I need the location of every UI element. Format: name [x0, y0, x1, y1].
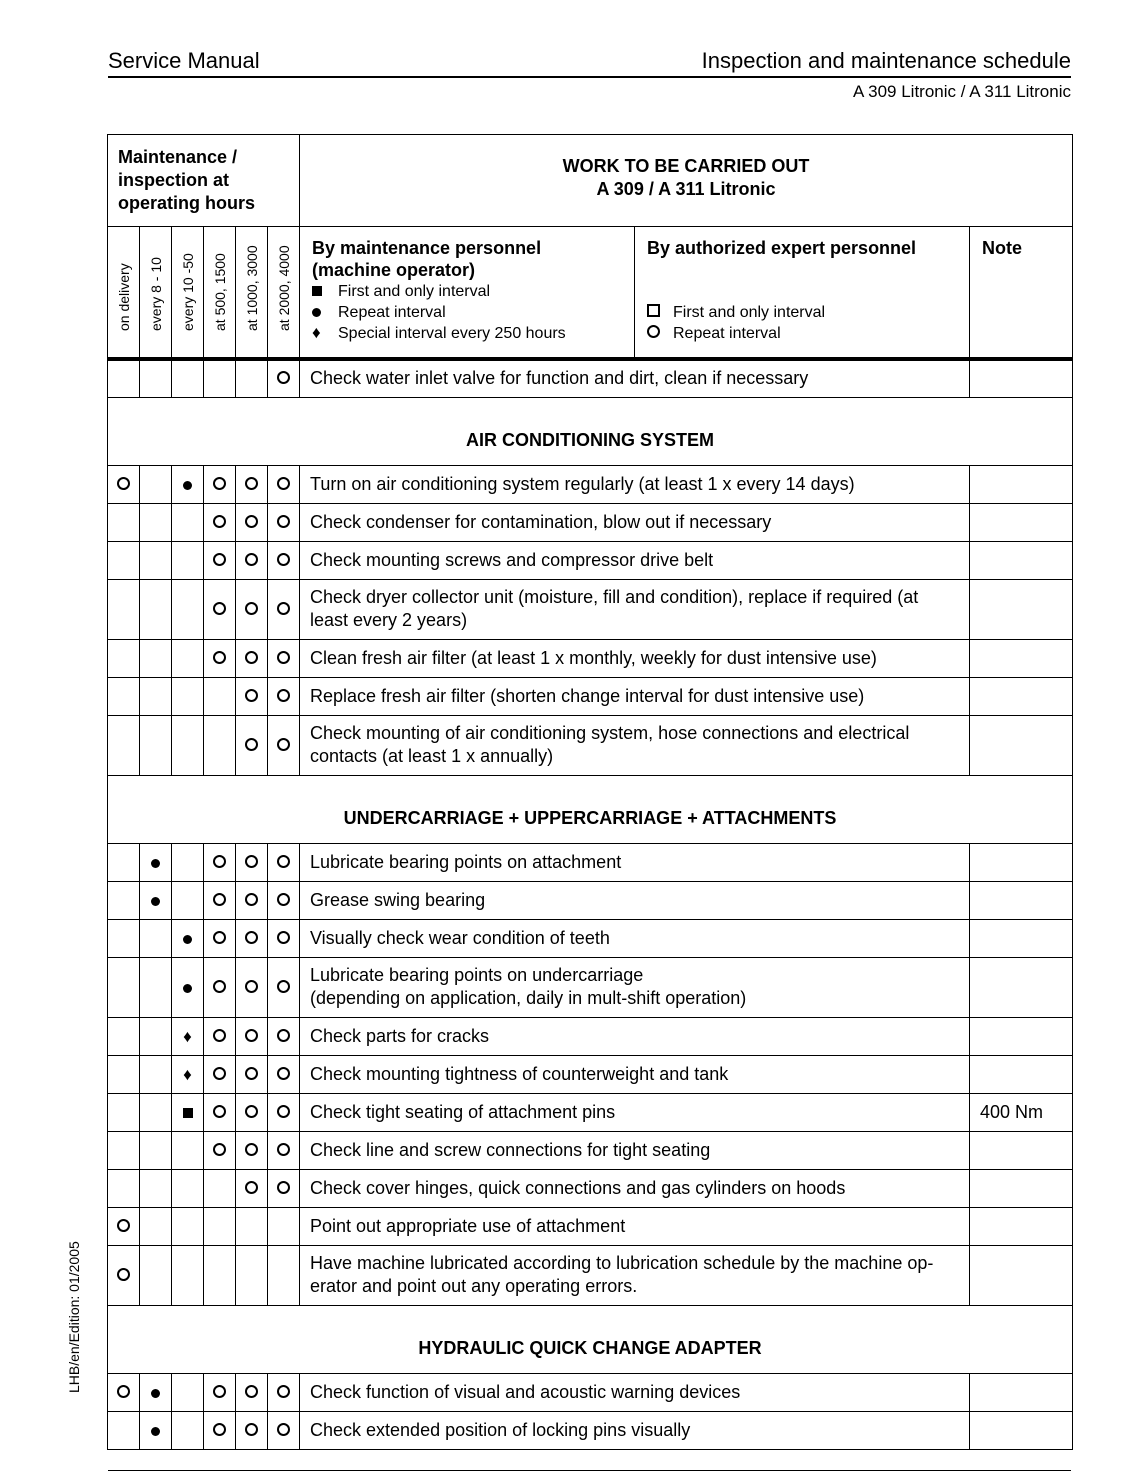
table-row [108, 1055, 1073, 1093]
open-circle-icon [213, 651, 226, 664]
note-cell [970, 359, 1073, 397]
open-circle-icon [213, 980, 226, 993]
open-circle-icon [213, 1423, 226, 1436]
interval-cell [172, 1373, 204, 1411]
open-circle-icon [213, 477, 226, 490]
work-models: A 309 / A 311 Litronic [596, 179, 776, 199]
interval-cell [236, 1093, 268, 1131]
interval-cell [236, 359, 268, 397]
interval-cell [140, 1411, 172, 1449]
open-circle-icon [213, 931, 226, 944]
table-row [108, 715, 1073, 775]
interval-cell [108, 1017, 140, 1055]
open-circle-icon [245, 602, 258, 615]
interval-cell [172, 1411, 204, 1449]
maintenance-header: Maintenance / inspection at operating hours [108, 135, 300, 227]
interval-cell [268, 1207, 300, 1245]
interval-cell [236, 957, 268, 1017]
table-row [108, 1169, 1073, 1207]
open-circle-icon [117, 1385, 130, 1398]
table-row [108, 1373, 1073, 1411]
interval-cell [236, 715, 268, 775]
task-text: Check function of visual and acoustic warning devices [300, 1373, 970, 1411]
open-circle-icon [277, 980, 290, 993]
table-row [108, 1245, 1073, 1305]
task-text: Replace fresh air filter (shorten change interval for dust intensive use) [300, 677, 970, 715]
task-text: Check line and screw connections for tight seating [300, 1131, 970, 1169]
open-circle-icon [277, 931, 290, 944]
open-circle-icon [245, 689, 258, 702]
interval-cell [236, 881, 268, 919]
open-circle-icon [213, 1385, 226, 1398]
note-cell [970, 1245, 1073, 1305]
interval-cell [140, 1207, 172, 1245]
task-text: Check tight seating of attachment pins [300, 1093, 970, 1131]
interval-cell [108, 1373, 140, 1411]
open-circle-icon [277, 1067, 290, 1080]
task-text: Visually check wear condition of teeth [300, 919, 970, 957]
diamond-icon: ♦ [312, 323, 321, 342]
interval-cell [172, 843, 204, 881]
task-text: Lubricate bearing points on attachment [300, 843, 970, 881]
interval-cell [108, 359, 140, 397]
open-circle-icon [245, 738, 258, 751]
filled-dot-icon [183, 935, 192, 944]
legend-repeat: Repeat interval [312, 302, 622, 323]
interval-column-header: at 1000, 3000 [236, 227, 268, 360]
interval-column-header: every 8 - 10 [140, 227, 172, 360]
interval-cell [268, 1131, 300, 1169]
interval-cell [140, 541, 172, 579]
interval-cell [172, 359, 204, 397]
open-circle-icon [213, 1143, 226, 1156]
open-circle-icon [245, 1067, 258, 1080]
table-row [108, 1207, 1073, 1245]
open-circle-icon [277, 477, 290, 490]
interval-cell [108, 715, 140, 775]
table-row [108, 1017, 1073, 1055]
note-cell [970, 639, 1073, 677]
interval-cell [204, 1169, 236, 1207]
interval-cell [108, 639, 140, 677]
open-circle-icon [277, 1385, 290, 1398]
legend-expert-first: First and only interval [647, 302, 957, 323]
interval-cell [204, 843, 236, 881]
open-circle-icon [245, 553, 258, 566]
interval-cell [108, 1131, 140, 1169]
task-text: Check water inlet valve for function and dirt, clean if necessary [300, 359, 970, 397]
interval-cell [268, 1055, 300, 1093]
maint-personnel-subtitle: (machine operator) [312, 260, 476, 280]
open-circle-icon [277, 371, 290, 384]
interval-cell [140, 1017, 172, 1055]
interval-column-header: every 10 -50 [172, 227, 204, 360]
note-cell [970, 1207, 1073, 1245]
interval-cell [172, 541, 204, 579]
interval-cell [268, 359, 300, 397]
interval-cell [236, 1131, 268, 1169]
interval-cell [236, 541, 268, 579]
interval-cell [140, 677, 172, 715]
note-cell [970, 715, 1073, 775]
interval-column-header: at 500, 1500 [204, 227, 236, 360]
manual-title: Service Manual [108, 48, 260, 73]
open-circle-icon [117, 1268, 130, 1281]
note-cell [970, 881, 1073, 919]
interval-cell [268, 579, 300, 639]
interval-cell [172, 881, 204, 919]
task-text: Check condenser for contamination, blow out if necessary [300, 503, 970, 541]
interval-cell [268, 503, 300, 541]
filled-square-icon [183, 1108, 193, 1118]
note-cell [970, 579, 1073, 639]
section-title: AIR CONDITIONING SYSTEM [108, 397, 1073, 465]
open-square-icon [647, 304, 660, 317]
open-circle-icon [213, 1067, 226, 1080]
note-cell [970, 919, 1073, 957]
filled-dot-icon [151, 1427, 160, 1436]
interval-cell [268, 639, 300, 677]
legend-first: First and only interval [312, 281, 622, 302]
open-circle-icon [277, 553, 290, 566]
filled-dot-icon [312, 308, 321, 317]
maint-personnel-header [300, 227, 635, 360]
open-circle-icon [213, 602, 226, 615]
interval-cell [236, 465, 268, 503]
open-circle-icon [213, 1105, 226, 1118]
model-subtitle: A 309 Litronic / A 311 Litronic [853, 82, 1071, 101]
task-text: Grease swing bearing [300, 881, 970, 919]
interval-cell [140, 359, 172, 397]
table-row [108, 1131, 1073, 1169]
interval-cell [204, 919, 236, 957]
interval-cell [236, 677, 268, 715]
interval-cell [172, 1169, 204, 1207]
interval-cell [204, 503, 236, 541]
open-circle-icon [277, 1181, 290, 1194]
open-circle-icon [117, 477, 130, 490]
interval-cell [236, 1245, 268, 1305]
table-row [108, 1093, 1073, 1131]
open-circle-icon [245, 1143, 258, 1156]
interval-cell [172, 465, 204, 503]
task-text: Have machine lubricated according to lubrication schedule by the machine op-erator and point out any operating errors. [300, 1245, 970, 1305]
interval-cell [236, 639, 268, 677]
interval-cell [268, 541, 300, 579]
interval-cell [268, 919, 300, 957]
interval-cell [236, 1055, 268, 1093]
interval-cell [108, 957, 140, 1017]
interval-cell [204, 1131, 236, 1169]
note-cell [970, 677, 1073, 715]
open-circle-icon [245, 1181, 258, 1194]
interval-cell [204, 1411, 236, 1449]
interval-cell [204, 957, 236, 1017]
interval-cell [204, 1373, 236, 1411]
interval-cell [204, 1245, 236, 1305]
maintenance-schedule-table [107, 134, 1073, 1450]
interval-cell [236, 1411, 268, 1449]
interval-cell [140, 1245, 172, 1305]
interval-cell [172, 1245, 204, 1305]
table-row [108, 579, 1073, 639]
interval-cell [204, 639, 236, 677]
interval-cell [268, 1245, 300, 1305]
open-circle-icon [245, 980, 258, 993]
task-text: Check mounting screws and compressor drive belt [300, 541, 970, 579]
task-text: Check dryer collector unit (moisture, fill and condition), replace if required (at least every 2 years) [300, 579, 970, 639]
interval-cell [140, 1131, 172, 1169]
note-cell [970, 465, 1073, 503]
interval-cell [268, 677, 300, 715]
interval-cell [140, 957, 172, 1017]
edition-label: LHB/en/Edition: 01/2005 [66, 1241, 82, 1393]
interval-cell [172, 677, 204, 715]
open-circle-icon [277, 1029, 290, 1042]
interval-cell [204, 359, 236, 397]
note-cell [970, 1017, 1073, 1055]
interval-cell [204, 1207, 236, 1245]
interval-cell [140, 1373, 172, 1411]
open-circle-icon [213, 553, 226, 566]
expert-personnel-title: By authorized expert personnel [647, 238, 917, 258]
table-row [108, 503, 1073, 541]
open-circle-icon [277, 855, 290, 868]
note-cell [970, 957, 1073, 1017]
interval-cell [172, 1017, 204, 1055]
interval-cell [172, 1093, 204, 1131]
open-circle-icon [277, 738, 290, 751]
interval-cell [108, 579, 140, 639]
open-circle-icon [213, 893, 226, 906]
filled-dot-icon [151, 1389, 160, 1398]
interval-cell [108, 1169, 140, 1207]
table-row [108, 957, 1073, 1017]
interval-cell [172, 639, 204, 677]
header-rule [108, 76, 1071, 78]
interval-cell [268, 465, 300, 503]
table-row [108, 677, 1073, 715]
task-text: Check cover hinges, quick connections and gas cylinders on hoods [300, 1169, 970, 1207]
open-circle-icon [277, 602, 290, 615]
open-circle-icon [277, 1105, 290, 1118]
note-cell: 400 Nm [970, 1093, 1073, 1131]
table-row [108, 881, 1073, 919]
task-text: Check mounting tightness of counterweight and tank [300, 1055, 970, 1093]
section-title: HYDRAULIC QUICK CHANGE ADAPTER [108, 1305, 1073, 1373]
diamond-icon: ♦ [183, 1026, 192, 1046]
interval-cell [268, 957, 300, 1017]
interval-cell [236, 843, 268, 881]
interval-cell [140, 715, 172, 775]
section-row [108, 1305, 1073, 1373]
interval-cell [204, 541, 236, 579]
open-circle-icon [245, 1385, 258, 1398]
interval-cell [108, 881, 140, 919]
open-circle-icon [213, 1029, 226, 1042]
interval-cell [268, 1093, 300, 1131]
table-row [108, 1411, 1073, 1449]
interval-cell [204, 579, 236, 639]
interval-cell [140, 503, 172, 541]
task-text: Turn on air conditioning system regularly (at least 1 x every 14 days) [300, 465, 970, 503]
open-circle-icon [245, 1423, 258, 1436]
interval-cell [172, 1131, 204, 1169]
interval-cell [140, 1093, 172, 1131]
interval-cell [268, 1169, 300, 1207]
interval-cell [236, 579, 268, 639]
interval-cell [108, 1411, 140, 1449]
section-row [108, 775, 1073, 843]
interval-cell [108, 503, 140, 541]
interval-cell [108, 919, 140, 957]
table-header-row [108, 135, 1073, 227]
legend-special: ♦ Special interval every 250 hours [312, 323, 566, 342]
interval-cell [108, 1245, 140, 1305]
interval-cell [108, 843, 140, 881]
interval-cell [236, 503, 268, 541]
note-cell [970, 843, 1073, 881]
interval-cell [268, 881, 300, 919]
task-text: Lubricate bearing points on undercarriage (depending on application, daily in mult-shift operation) [300, 957, 970, 1017]
interval-cell [108, 465, 140, 503]
task-text: Point out appropriate use of attachment [300, 1207, 970, 1245]
interval-cell [140, 843, 172, 881]
interval-cell [108, 1207, 140, 1245]
interval-column-header: at 2000, 4000 [268, 227, 300, 360]
filled-square-icon [312, 286, 322, 296]
interval-cell [204, 465, 236, 503]
legend-expert-repeat: Repeat interval [647, 323, 957, 344]
table-row [108, 639, 1073, 677]
interval-cell [268, 1017, 300, 1055]
interval-cell [140, 579, 172, 639]
note-cell [970, 503, 1073, 541]
interval-cell [204, 881, 236, 919]
interval-cell [204, 1055, 236, 1093]
interval-cell [140, 881, 172, 919]
interval-cell [172, 957, 204, 1017]
open-circle-icon [277, 515, 290, 528]
interval-cell [108, 541, 140, 579]
interval-cell [172, 579, 204, 639]
interval-cell [108, 677, 140, 715]
interval-cell [236, 1207, 268, 1245]
interval-column-header: on delivery [108, 227, 140, 360]
interval-cell [140, 919, 172, 957]
interval-cell [172, 1207, 204, 1245]
note-cell [970, 1169, 1073, 1207]
open-circle-icon [245, 855, 258, 868]
section-title: UNDERCARRIAGE + UPPERCARRIAGE + ATTACHMENTS [108, 775, 1073, 843]
open-circle-icon [647, 325, 660, 338]
work-header [300, 135, 1073, 227]
interval-cell [172, 919, 204, 957]
column-header-row [108, 227, 1073, 360]
task-text: Clean fresh air filter (at least 1 x monthly, weekly for dust intensive use) [300, 639, 970, 677]
note-cell [970, 1055, 1073, 1093]
open-circle-icon [245, 515, 258, 528]
interval-cell [204, 677, 236, 715]
open-circle-icon [117, 1219, 130, 1232]
table-row [108, 465, 1073, 503]
interval-cell [108, 1055, 140, 1093]
open-circle-icon [213, 515, 226, 528]
work-title: WORK TO BE CARRIED OUT [562, 156, 810, 176]
open-circle-icon [245, 477, 258, 490]
interval-cell [204, 1017, 236, 1055]
table-row [108, 843, 1073, 881]
open-circle-icon [277, 689, 290, 702]
interval-cell [268, 715, 300, 775]
section-row [108, 397, 1073, 465]
task-text: Check mounting of air conditioning system, hose connections and electrical contacts (at least 1 x annually) [300, 715, 970, 775]
task-text: Check parts for cracks [300, 1017, 970, 1055]
interval-cell [236, 919, 268, 957]
filled-dot-icon [183, 481, 192, 490]
interval-cell [172, 503, 204, 541]
filled-dot-icon [183, 984, 192, 993]
note-cell [970, 1373, 1073, 1411]
open-circle-icon [245, 1105, 258, 1118]
note-cell [970, 1131, 1073, 1169]
open-circle-icon [245, 893, 258, 906]
note-cell [970, 1411, 1073, 1449]
interval-cell [236, 1169, 268, 1207]
table-row [108, 541, 1073, 579]
interval-cell [236, 1373, 268, 1411]
interval-cell [268, 843, 300, 881]
task-text: Check extended position of locking pins visually [300, 1411, 970, 1449]
interval-cell [268, 1373, 300, 1411]
interval-cell [204, 1093, 236, 1131]
open-circle-icon [213, 855, 226, 868]
open-circle-icon [277, 1423, 290, 1436]
interval-cell [204, 715, 236, 775]
interval-cell [108, 1093, 140, 1131]
interval-cell [140, 639, 172, 677]
open-circle-icon [245, 1029, 258, 1042]
diamond-icon: ♦ [183, 1064, 192, 1084]
expert-personnel-header [635, 227, 970, 360]
interval-cell [172, 1055, 204, 1093]
interval-cell [236, 1017, 268, 1055]
filled-dot-icon [151, 859, 160, 868]
interval-cell [140, 1055, 172, 1093]
interval-cell [172, 715, 204, 775]
open-circle-icon [277, 1143, 290, 1156]
interval-cell [140, 465, 172, 503]
section-title: Inspection and maintenance schedule [701, 48, 1071, 73]
open-circle-icon [277, 893, 290, 906]
open-circle-icon [245, 651, 258, 664]
note-cell [970, 541, 1073, 579]
interval-cell [140, 1169, 172, 1207]
maint-personnel-title: By maintenance personnel [312, 238, 542, 258]
interval-cell [268, 1411, 300, 1449]
note-header: Note [970, 227, 1073, 360]
open-circle-icon [277, 651, 290, 664]
footer-rule [108, 1470, 1071, 1471]
open-circle-icon [245, 931, 258, 944]
table-row [108, 359, 1073, 397]
filled-dot-icon [151, 897, 160, 906]
table-row [108, 919, 1073, 957]
